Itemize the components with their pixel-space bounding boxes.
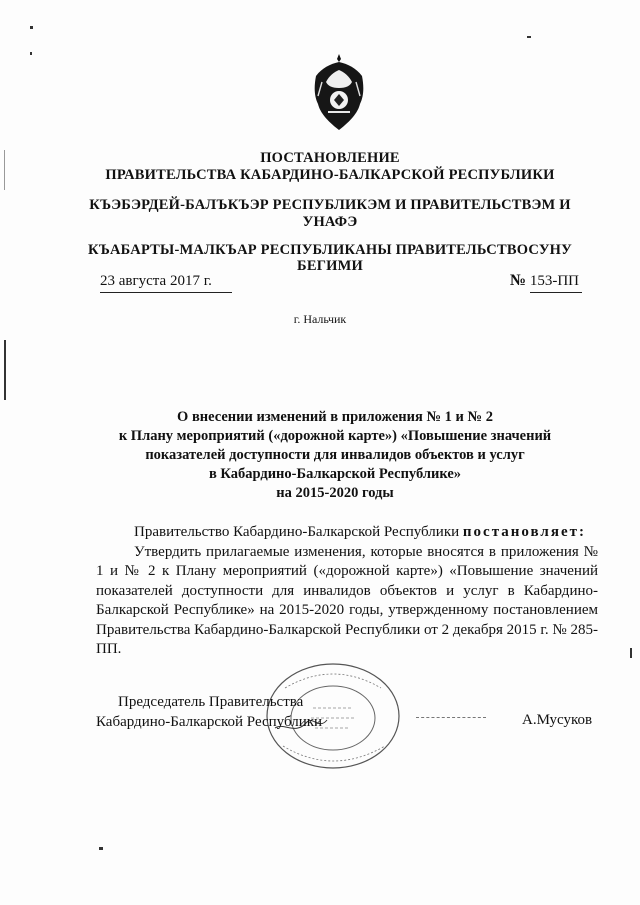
scan-mark (4, 150, 5, 190)
city: г. Нальчик (293, 312, 347, 326)
position-line: Председатель Правительства (118, 694, 304, 710)
subject-line: к Плану мероприятий («дорожной карте») «Повышение значений (118, 428, 552, 444)
subject-line: показателей доступности для инвалидов объектов и услуг (145, 447, 525, 463)
scan-mark (630, 648, 632, 658)
scan-mark (30, 26, 33, 29)
signature-line (416, 717, 486, 718)
subject-line: О внесении изменений в приложения № 1 и № 2 (177, 409, 493, 425)
document-body (96, 523, 598, 660)
subject-line: в Кабардино-Балкарской Республике» (208, 466, 462, 482)
coat-of-arms-emblem (310, 52, 368, 132)
intro-text: Правительство Кабардино-Балкарской Республики (134, 524, 463, 540)
doc-type-title: ПОСТАНОВЛЕНИЕ (260, 150, 400, 166)
number-value: 153-ПП (530, 272, 582, 293)
document-subject (100, 408, 570, 503)
government-name-bal-line1: КЪАБАРТЫ-МАЛКЪАР РЕСПУБЛИКАНЫ ПРАВИТЕЛЬСТВОСУНУ (88, 242, 572, 258)
number-sign: № (510, 272, 527, 289)
document-date: 23 августа 2017 г. (100, 272, 232, 293)
decree-word: постановляет: (462, 524, 586, 540)
body-intro (96, 523, 598, 543)
position-line: Кабардино-Балкарской Республики (96, 714, 323, 730)
signatory-name: А.Мусуков (522, 712, 593, 728)
government-name-kab-line2: УНАФЭ (302, 214, 358, 230)
scan-mark (30, 52, 32, 55)
scan-mark (99, 847, 103, 850)
subject-line: на 2015-2020 годы (276, 485, 394, 501)
body-paragraph: Утвердить прилагаемые изменения, которые вносятся в приложения № 1 и № 2 к Плану мероприятий («дорожной карте») «Повышение значений показателей доступности для инвалидов объектов и услуг в Кабардино-Балкарской Республике» на 2015-2020 годы, утвержденному постановлением Правительства Кабардино-Балкарской Республики от 2 декабря 2015 г. № 285-ПП. (96, 543, 598, 657)
scan-mark (4, 340, 6, 400)
document-number (510, 272, 590, 293)
government-name-ru: ПРАВИТЕЛЬСТВА КАБАРДИНО-БАЛКАРСКОЙ РЕСПУБЛИКИ (105, 167, 555, 183)
government-name-kab-line1: КЪЭБЭРДЕЙ-БАЛЪКЪЭР РЕСПУБЛИКЭМ И ПРАВИТЕЛЬСТВЭМ И (89, 197, 571, 213)
signatory-position (96, 692, 322, 732)
scan-mark (527, 36, 531, 38)
government-name-bal-line2: БЕГИМИ (297, 258, 363, 274)
